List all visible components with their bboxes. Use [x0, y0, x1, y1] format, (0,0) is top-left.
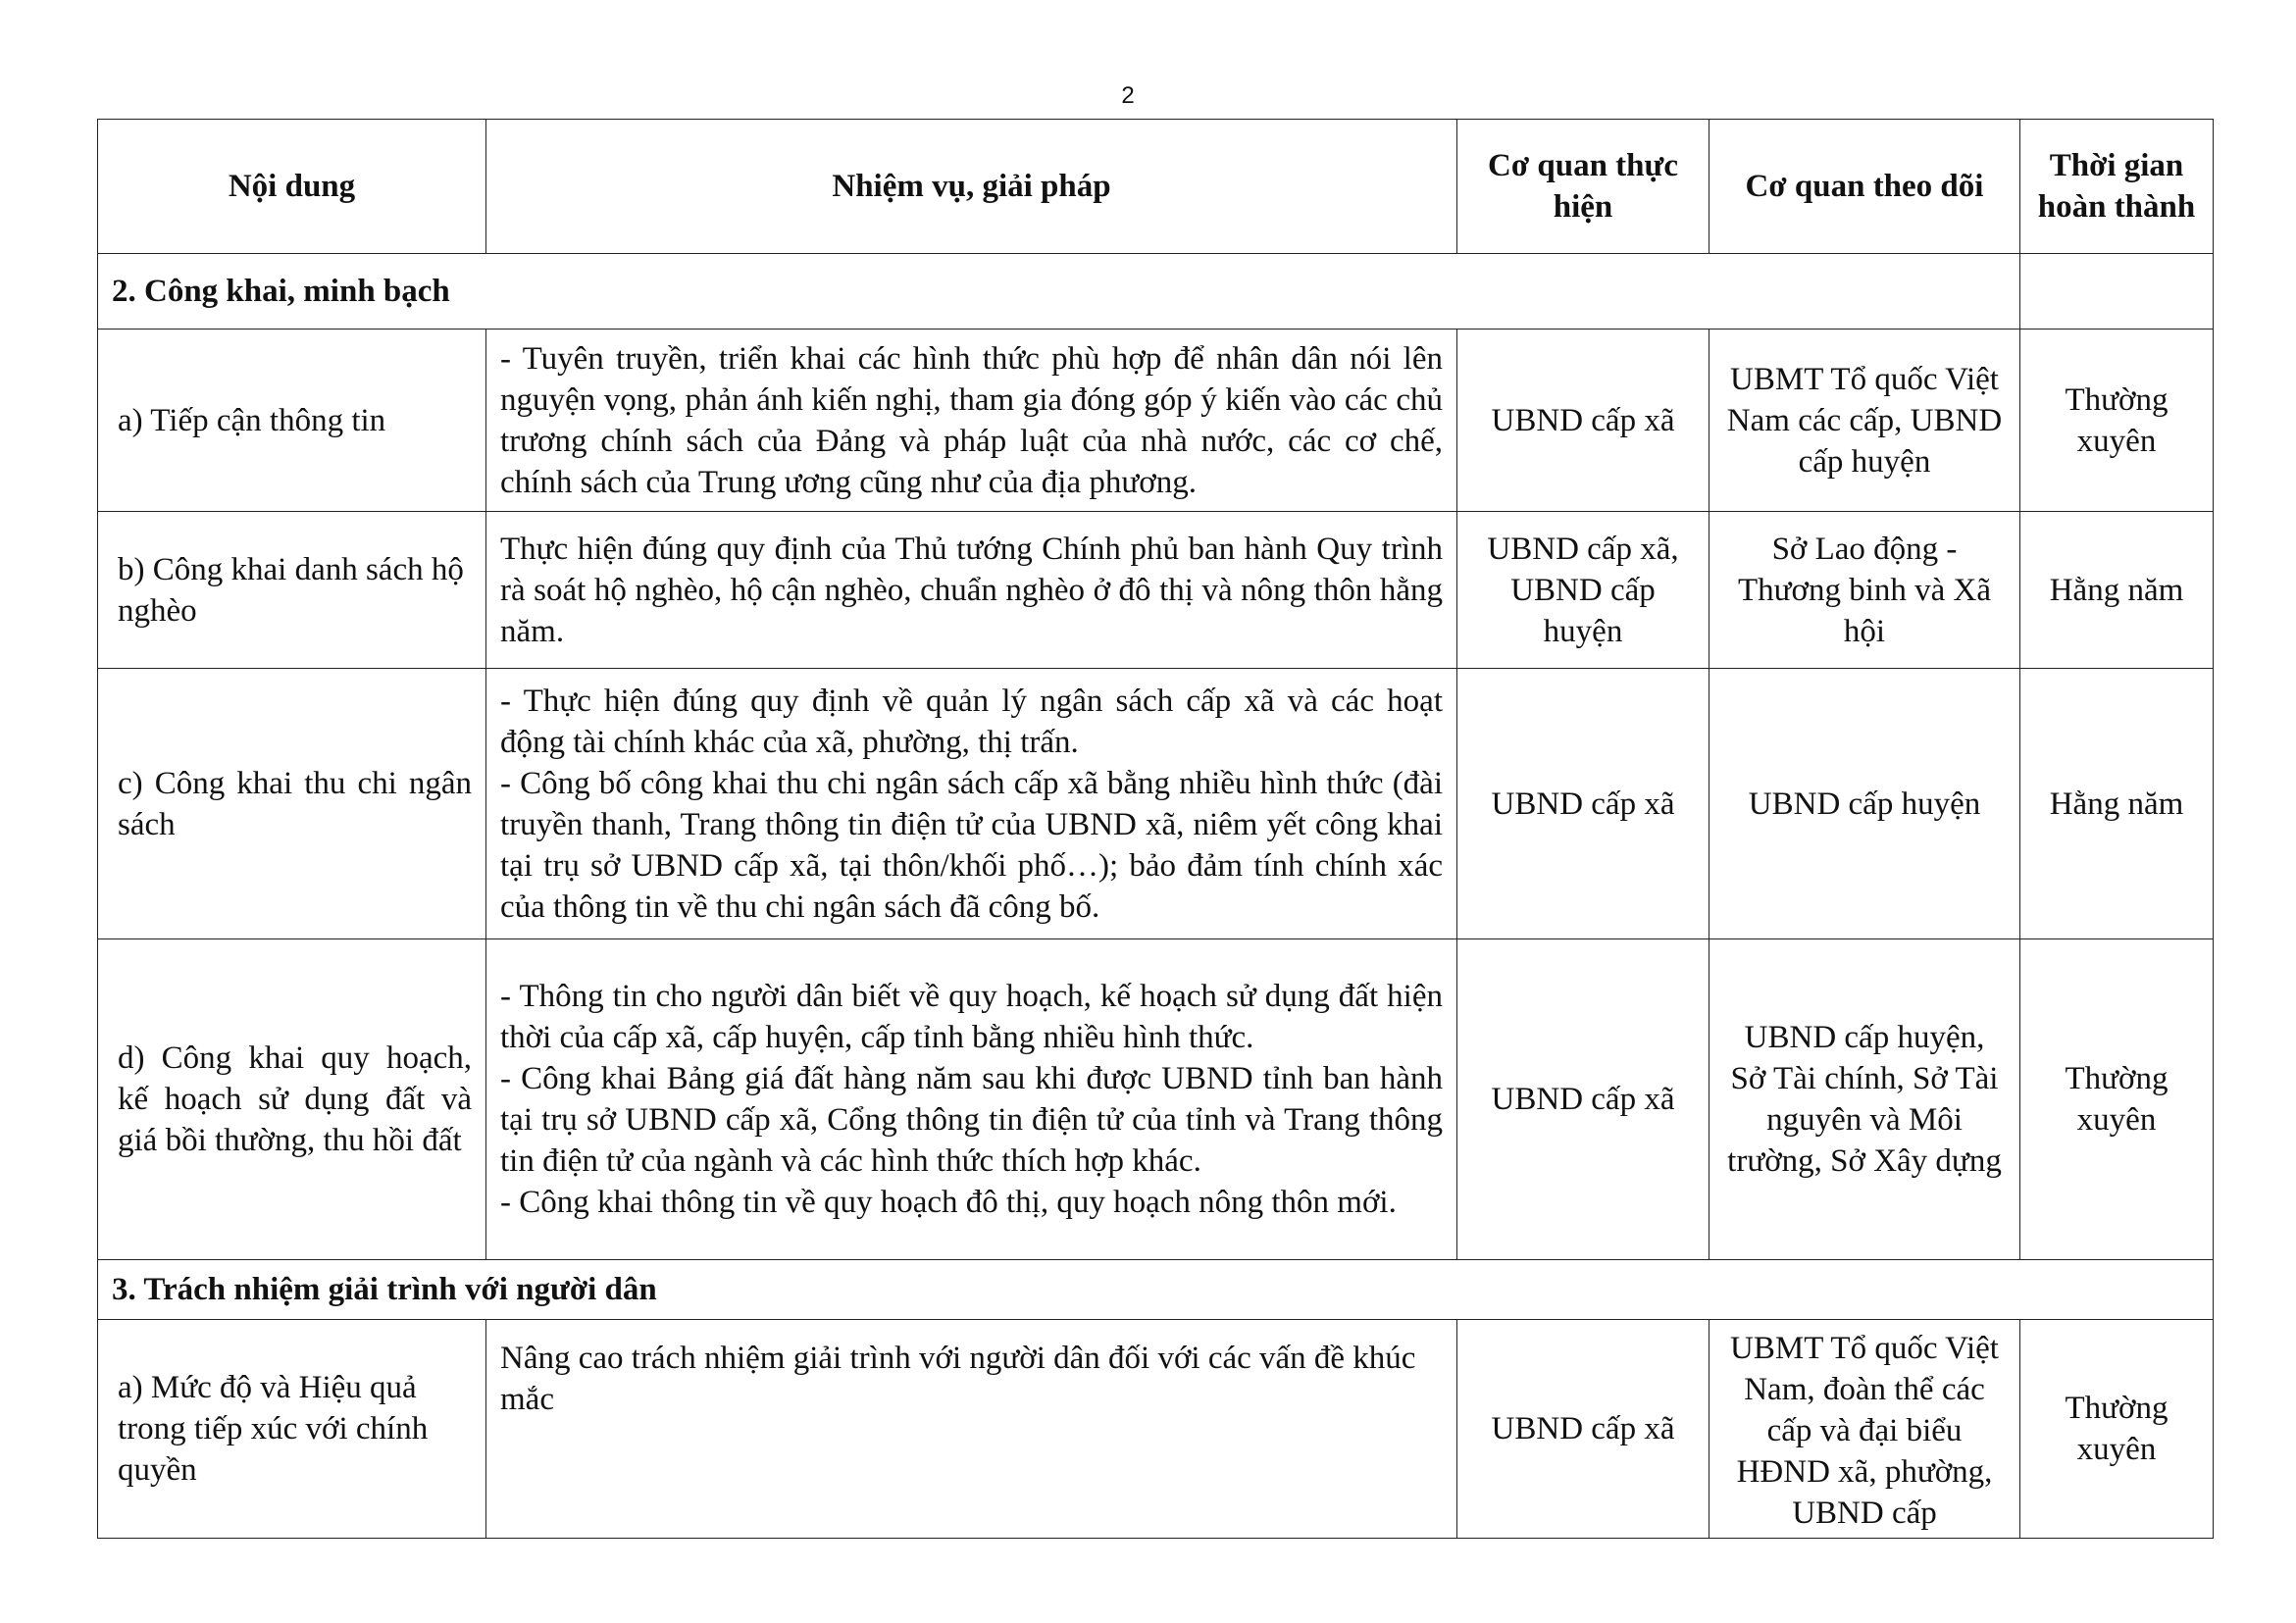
monitor-cell: Sở Lao động - Thương binh và Xã hội: [1709, 512, 2020, 669]
content-cell: a) Tiếp cận thông tin: [98, 330, 486, 512]
monitor-cell: UBND cấp huyện: [1709, 669, 2020, 939]
deadline-cell: Thường xuyên: [2020, 330, 2214, 512]
section-title: 2. Công khai, minh bạch: [98, 254, 2020, 330]
task-item: - Tuyên truyền, triển khai các hình thức phù hợp để nhân dân nói lên nguyện vọng, phản ánh kiến nghị, tham gia đóng góp ý kiến vào các chủ trương chính sách của Đảng và pháp luật của nhà nước, các cơ chế, chính sách của Trung ương cũng như của địa phương.: [500, 340, 1443, 500]
monitor-cell: UBMT Tổ quốc Việt Nam các cấp, UBND cấp huyện: [1709, 330, 2020, 512]
deadline-cell: Hằng năm: [2020, 669, 2214, 939]
task-item: - Công khai thông tin về quy hoạch đô thị, quy hoạch nông thôn mới.: [500, 1185, 1397, 1220]
table-row: [98, 512, 2214, 669]
monitor-cell: UBMT Tổ quốc Việt Nam, đoàn thể các cấp và đại biểu HĐND xã, phường, UBND cấp: [1709, 1320, 2020, 1539]
task-item: Nâng cao trách nhiệm giải trình với người dân đối với các vấn đề khúc mắc: [500, 1341, 1416, 1417]
table-row: [98, 330, 2214, 512]
table-row: [98, 1320, 2214, 1539]
tasks-cell: [486, 939, 1457, 1260]
section-row: [98, 254, 2214, 330]
implementer-cell: UBND cấp xã: [1457, 939, 1709, 1260]
content-cell: a) Mức độ và Hiệu quả trong tiếp xúc với chính quyền: [98, 1320, 486, 1539]
implementer-cell: UBND cấp xã, UBND cấp huyện: [1457, 512, 1709, 669]
content-cell: d) Công khai quy hoạch, kế hoạch sử dụng đất và giá bồi thường, thu hồi đất: [98, 939, 486, 1260]
implementer-cell: UBND cấp xã: [1457, 669, 1709, 939]
deadline-cell: Thường xuyên: [2020, 1320, 2214, 1539]
monitor-cell: UBND cấp huyện, Sở Tài chính, Sở Tài nguyên và Môi trường, Sở Xây dựng: [1709, 939, 2020, 1260]
deadline-cell: Hằng năm: [2020, 512, 2214, 669]
content-cell: b) Công khai danh sách hộ nghèo: [98, 512, 486, 669]
header-monitor: Cơ quan theo dõi: [1709, 120, 2020, 254]
tasks-cell: [486, 512, 1457, 669]
action-plan-table: [97, 119, 2214, 1539]
deadline-cell: Thường xuyên: [2020, 939, 2214, 1260]
implementer-cell: UBND cấp xã: [1457, 1320, 1709, 1539]
task-item: Thực hiện đúng quy định của Thủ tướng Chính phủ ban hành Quy trình rà soát hộ nghèo, hộ cận nghèo, chuẩn nghèo ở đô thị và nông thôn hằng năm.: [500, 531, 1443, 649]
tasks-cell: [486, 669, 1457, 939]
header-implementer: Cơ quan thực hiện: [1457, 120, 1709, 254]
table-row: [98, 939, 2214, 1260]
header-deadline: Thời gian hoàn thành: [2020, 120, 2214, 254]
table-header-row: [98, 120, 2214, 254]
task-item: - Thông tin cho người dân biết về quy hoạch, kế hoạch sử dụng đất hiện thời của cấp xã, cấp huyện, cấp tỉnh bằng nhiều hình thức.: [500, 979, 1443, 1055]
table-row: [98, 669, 2214, 939]
page-number: 2: [1121, 82, 1135, 109]
header-tasks: Nhiệm vụ, giải pháp: [486, 120, 1457, 254]
content-cell: c) Công khai thu chi ngân sách: [98, 669, 486, 939]
header-content: Nội dung: [98, 120, 486, 254]
implementer-cell: UBND cấp xã: [1457, 330, 1709, 512]
tasks-cell: [486, 1320, 1457, 1539]
task-item: - Công bố công khai thu chi ngân sách cấp xã bằng nhiều hình thức (đài truyền thanh, Trang thông tin điện tử của UBND xã, niêm yết công khai tại trụ sở UBND cấp xã, tại thôn/khối phố…); bảo đảm tính chính xác của thông tin về thu chi ngân sách đã công bố.: [500, 765, 1443, 925]
section-title: 3. Trách nhiệm giải trình với người dân: [98, 1260, 2214, 1320]
task-item: - Thực hiện đúng quy định về quản lý ngân sách cấp xã và các hoạt động tài chính khác của xã, phường, thị trấn.: [500, 683, 1443, 760]
section-row: [98, 1260, 2214, 1320]
section-empty-cell: [2020, 254, 2214, 330]
tasks-cell: [486, 330, 1457, 512]
task-item: - Công khai Bảng giá đất hàng năm sau khi được UBND tỉnh ban hành tại trụ sở UBND cấp xã, Cổng thông tin điện tử của tỉnh và Trang thông tin điện tử của ngành và các hình thức thích hợp khác.: [500, 1061, 1443, 1179]
